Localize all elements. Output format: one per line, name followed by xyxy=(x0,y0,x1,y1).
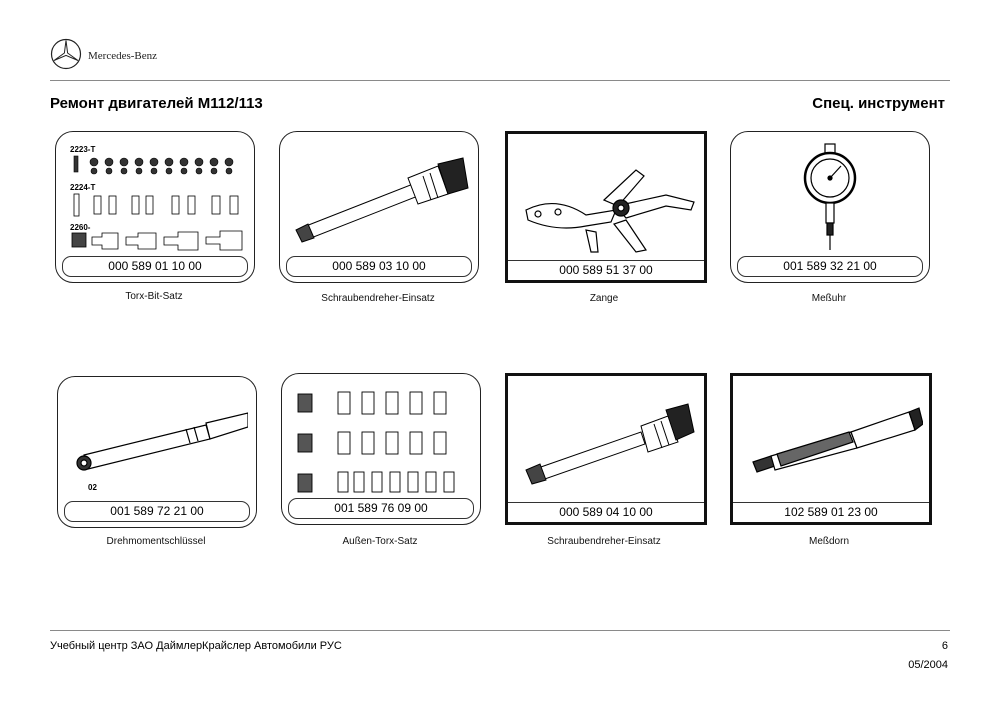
page-number: 6 xyxy=(941,640,948,652)
tool-caption: Zange xyxy=(589,293,619,304)
footer-divider xyxy=(50,630,950,631)
part-number: 000 589 04 10 00 xyxy=(508,502,704,522)
document-date: 05/2004 xyxy=(908,659,948,671)
screwdriver-insert-drawing xyxy=(288,138,470,254)
tool-card-dial-gauge xyxy=(730,131,930,283)
tool-caption: Drehmomentschlüssel xyxy=(106,536,206,547)
part-number: 001 589 32 21 00 xyxy=(737,256,923,277)
tool-card-measuring-mandrel xyxy=(730,373,932,525)
part-number: 000 589 03 10 00 xyxy=(286,256,472,277)
svg-text:2224-T: 2224-T xyxy=(70,183,96,192)
pliers-drawing xyxy=(516,140,698,256)
part-number: 001 589 72 21 00 xyxy=(64,501,250,522)
tool-caption: Außen-Torx-Satz xyxy=(342,536,418,547)
brand-name: Mercedes-Benz xyxy=(88,50,158,62)
tool-card-screwdriver-insert-2 xyxy=(505,373,707,525)
section-title: Спец. инструмент xyxy=(812,95,945,112)
page-title: Ремонт двигателей М112/113 xyxy=(50,95,263,112)
tool-card-torque-wrench xyxy=(57,376,257,528)
footer-organization: Учебный центр ЗАО ДаймлерКрайслер Автомобили РУС xyxy=(50,640,342,652)
tool-card-pliers xyxy=(505,131,707,283)
svg-text:2260-: 2260- xyxy=(70,223,91,232)
screwdriver-insert-drawing xyxy=(516,382,698,498)
part-number: 001 589 76 09 00 xyxy=(288,498,474,519)
part-number: 000 589 01 10 00 xyxy=(62,256,248,277)
tool-caption: Torx-Bit-Satz xyxy=(125,291,183,302)
torx-bit-set-drawing xyxy=(64,138,246,254)
svg-text:2223-T: 2223-T xyxy=(70,145,96,154)
measuring-mandrel-drawing xyxy=(741,382,923,498)
dial-gauge-drawing xyxy=(739,138,921,254)
header-divider xyxy=(50,80,950,81)
part-number: 000 589 51 37 00 xyxy=(508,260,704,280)
tool-caption: Meßuhr xyxy=(811,293,847,304)
tool-card-external-torx-set xyxy=(281,373,481,525)
tool-caption: Meßdorn xyxy=(808,536,849,547)
tool-card-screwdriver-insert xyxy=(279,131,479,283)
part-number: 102 589 01 23 00 xyxy=(733,502,929,522)
torque-wrench-drawing xyxy=(66,383,248,499)
mercedes-star-logo xyxy=(50,38,82,70)
svg-text:02: 02 xyxy=(88,483,97,492)
tool-card-torx-bit-set xyxy=(55,131,255,283)
tool-caption: Schraubendreher-Einsatz xyxy=(321,293,435,304)
external-torx-set-drawing xyxy=(290,380,472,496)
tool-caption: Schraubendreher-Einsatz xyxy=(547,536,661,547)
